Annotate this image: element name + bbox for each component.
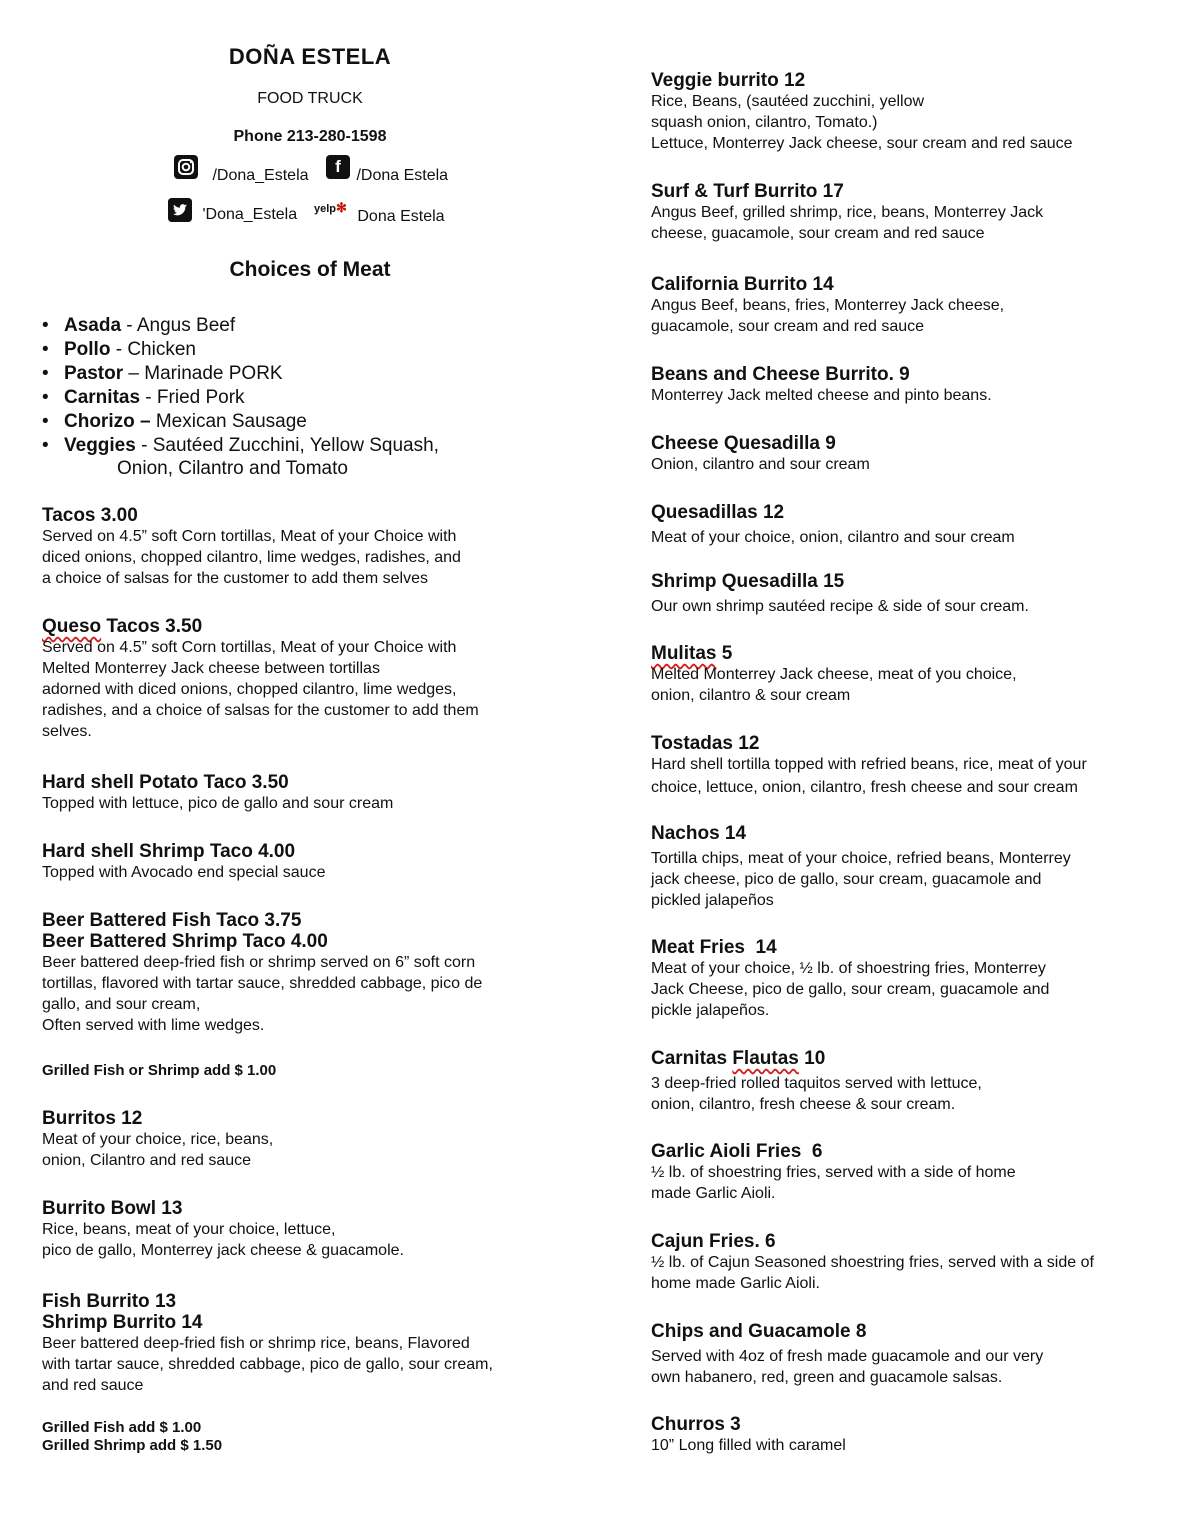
grilled-upcharge-note: Grilled Fish or Shrimp add $ 1.00 bbox=[42, 1062, 277, 1079]
menu-item-veggie-burrito: Veggie burrito 12 Rice, Beans, (sautéed zucchini, yellow squash onion, cilantro, Tomato.) Lettuce, Monterrey Jack cheese, sour cream and red sauce bbox=[651, 70, 1073, 152]
list-item: • Asada - Angus Beef bbox=[42, 314, 562, 338]
brand-name: DOÑA ESTELA bbox=[228, 44, 392, 69]
facebook-link[interactable] bbox=[326, 155, 449, 184]
yelp-icon: yelp✻ bbox=[314, 200, 347, 215]
choices-title: Choices of Meat bbox=[229, 258, 391, 281]
menu-item-quesadillas: Quesadillas 12 Meat of your choice, onion, cilantro and sour cream bbox=[651, 502, 1015, 546]
phone-number: Phone 213-280-1598 bbox=[233, 128, 387, 145]
menu-item-potato-taco: Hard shell Potato Taco 3.50 Topped with lettuce, pico de gallo and sour cream bbox=[42, 772, 394, 812]
menu-item-shrimp-quesadilla: Shrimp Quesadilla 15 Our own shrimp sautéed recipe & side of sour cream. bbox=[651, 571, 1029, 615]
menu-item-fish-taco: Beer Battered Fish Taco 3.75 Beer Battered Shrimp Taco 4.00 Beer battered deep-fried fish or shrimp served on 6” soft corn tortillas, flavored with tartar sauce, shredded cabbage, pico de gallo, and sour cream, Often served with lime wedges. bbox=[42, 910, 483, 1034]
menu-item-cheese-quesadilla: Cheese Quesadilla 9 Onion, cilantro and sour cream bbox=[651, 433, 870, 473]
grilled-shrimp-note: Grilled Shrimp add $ 1.50 bbox=[42, 1437, 223, 1454]
menu-item-cajun-fries: Cajun Fries. 6 ½ lb. of Cajun Seasoned shoestring fries, served with a side of home made Garlic Aioli. bbox=[651, 1231, 1094, 1292]
menu-item-garlic-aioli-fries: Garlic Aioli Fries 6 ½ lb. of shoestring fries, served with a side of home made Garlic Aioli. bbox=[651, 1141, 1016, 1202]
menu-item-meat-fries: Meat Fries 14 Meat of your choice, ½ lb. of shoestring fries, Monterrey Jack Cheese, pico de gallo, sour cream, guacamole and pickle jalapeños. bbox=[651, 937, 1050, 1019]
menu-item-burritos: Burritos 12 Meat of your choice, rice, beans, onion, Cilantro and red sauce bbox=[42, 1108, 274, 1169]
menu-item-surf-turf: Surf & Turf Burrito 17 Angus Beef, grilled shrimp, rice, beans, Monterrey Jack cheese, guacamole, sour cream and red sauce bbox=[651, 181, 1044, 242]
yelp-handle: Dona Estela bbox=[357, 208, 445, 225]
facebook-handle: /Dona Estela bbox=[356, 167, 449, 184]
menu-item-churros: Churros 3 10” Long filled with caramel bbox=[651, 1414, 846, 1454]
menu-item-burrito-bowl: Burrito Bowl 13 Rice, beans, meat of your choice, lettuce, pico de gallo, Monterrey jack cheese & guacamole. bbox=[42, 1198, 404, 1259]
list-item: • Carnitas - Fried Pork bbox=[42, 386, 562, 410]
twitter-icon bbox=[168, 198, 192, 222]
menu-item-tacos: Tacos 3.00 Served on 4.5” soft Corn tortillas, Meat of your Choice with diced onions, chopped cilantro, lime wedges, radishes, and a choice of salsas for the customer to add them selves bbox=[42, 505, 461, 587]
instagram-link[interactable] bbox=[174, 155, 309, 184]
list-item: • Pastor – Marinade PORK bbox=[42, 362, 562, 386]
facebook-icon: f bbox=[326, 155, 350, 179]
menu-item-beans-cheese-burrito: Beans and Cheese Burrito. 9 Monterrey Jack melted cheese and pinto beans. bbox=[651, 364, 992, 404]
menu-item-shrimp-taco: Hard shell Shrimp Taco 4.00 Topped with Avocado end special sauce bbox=[42, 841, 326, 881]
yelp-link[interactable] bbox=[314, 200, 445, 226]
list-item: • Pollo - Chicken bbox=[42, 338, 562, 362]
twitter-link[interactable] bbox=[168, 198, 297, 222]
menu-item-carnitas-flautas: Carnitas Flautas 10 3 deep-fried rolled taquitos served with lettuce, onion, cilantro, fresh cheese & sour cream. bbox=[651, 1048, 982, 1113]
menu-item-nachos: Nachos 14 Tortilla chips, meat of your choice, refried beans, Monterrey jack cheese, pico de gallo, sour cream, guacamole and pickled jalapeños bbox=[651, 823, 1071, 909]
menu-item-chips-guacamole: Chips and Guacamole 8 Served with 4oz of fresh made guacamole and our very own habanero, red, green and guacamole salsas. bbox=[651, 1321, 1044, 1386]
twitter-handle: 'Dona_Estela bbox=[202, 206, 298, 223]
list-item: • Chorizo – Mexican Sausage bbox=[42, 410, 562, 434]
menu-item-tostadas: Tostadas 12 Hard shell tortilla topped with refried beans, rice, meat of your choice, lettuce, onion, cilantro, fresh cheese and sour cream bbox=[651, 733, 1087, 796]
meat-choices-list bbox=[42, 314, 562, 480]
brand-subtitle: FOOD TRUCK bbox=[257, 90, 363, 107]
grilled-fish-note: Grilled Fish add $ 1.00 bbox=[42, 1419, 202, 1436]
menu-item-queso-tacos: Queso Tacos 3.50 Served on 4.5” soft Corn tortillas, Meat of your Choice with Melted Monterrey Jack cheese between tortillas adorned with diced onions, chopped cilantro, lime wedges, radishes, and a choice of salsas for the customer to add them selves. bbox=[42, 616, 479, 740]
instagram-icon bbox=[174, 155, 198, 179]
menu-item-mulitas: Mulitas 5 Melted Monterrey Jack cheese, meat of you choice, onion, cilantro & sour cream bbox=[651, 643, 1017, 704]
menu-item-fish-burrito: Fish Burrito 13 Shrimp Burrito 14 Beer battered deep-fried fish or shrimp rice, beans, Flavored with tartar sauce, shredded cabbage, pico de gallo, sour cream, and red sauce bbox=[42, 1291, 493, 1394]
menu-item-california-burrito: California Burrito 14 Angus Beef, beans, fries, Monterrey Jack cheese, guacamole, sour cream and red sauce bbox=[651, 274, 1005, 335]
instagram-handle: /Dona_Estela bbox=[212, 167, 309, 184]
list-item: • Veggies - Sautéed Zucchini, Yellow Squash, Onion, Cilantro and Tomato bbox=[42, 434, 562, 480]
